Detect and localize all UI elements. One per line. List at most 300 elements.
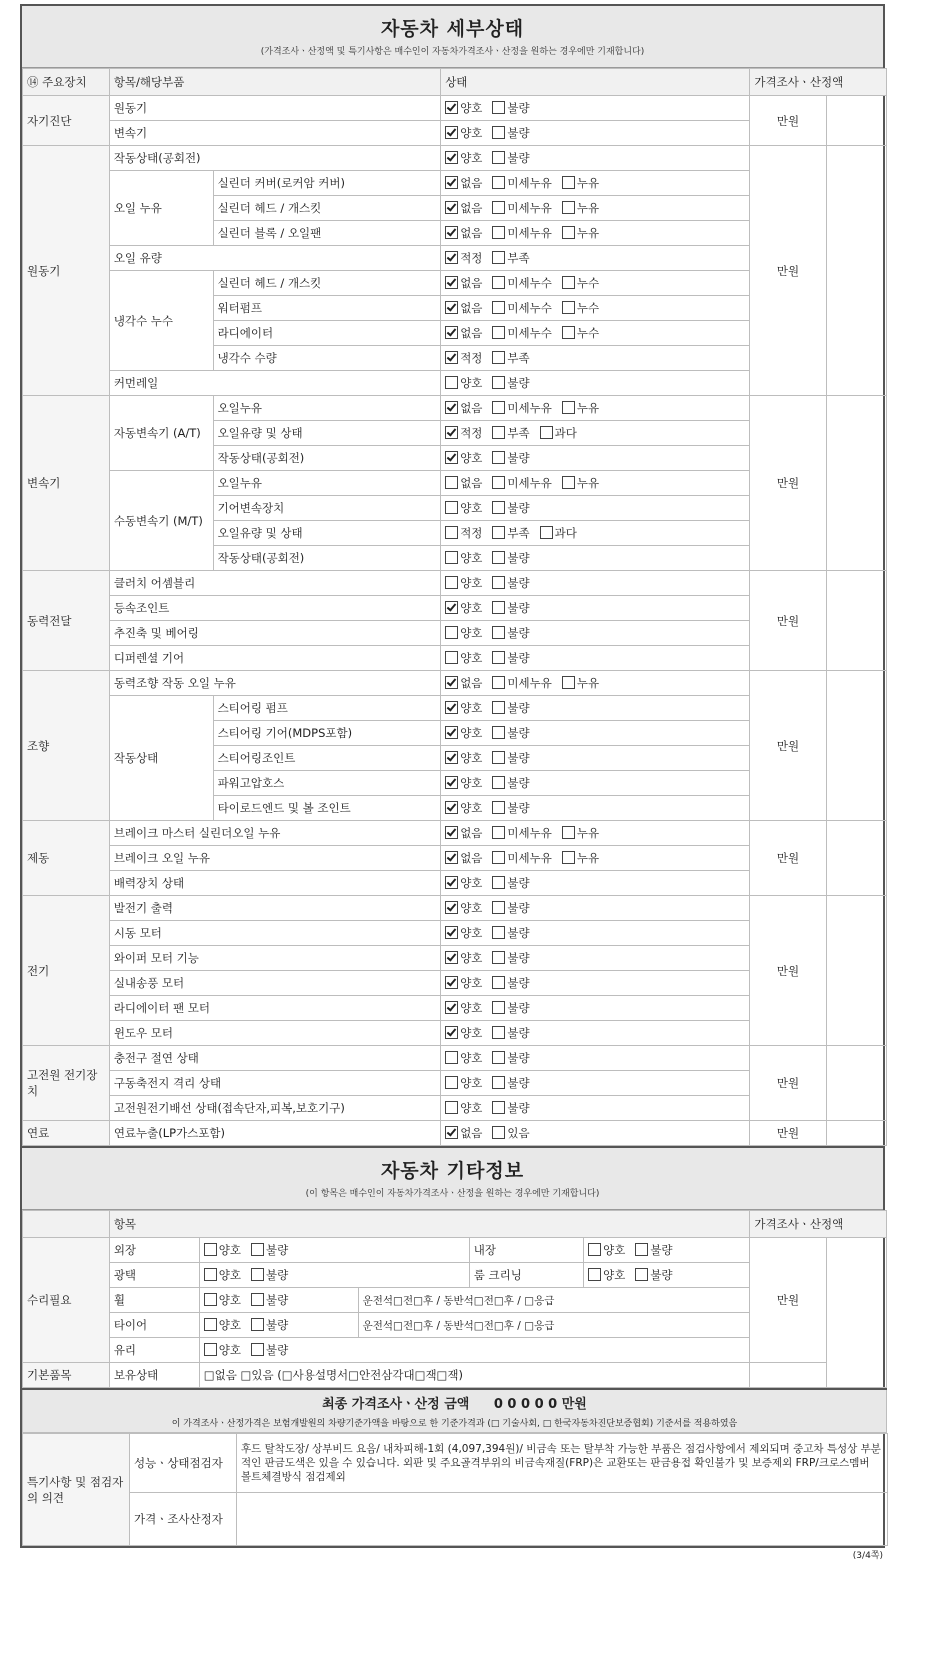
- final-price-note: 이 가격조사ㆍ산정가격은 보험개발원의 차량기준가액을 바탕으로 한 기준가격과 (□ 기술사회, □ 한국자동차진단보증협회) 기준서를 적용하였음: [171, 1419, 738, 1429]
- option-label: 양호: [460, 701, 483, 715]
- checkbox-icon[interactable]: [492, 201, 505, 214]
- option-label: 양호: [460, 976, 483, 990]
- status-option[interactable]: [445, 651, 482, 665]
- checkbox-icon[interactable]: [492, 276, 505, 289]
- status-option[interactable]: [492, 1026, 529, 1040]
- status-option[interactable]: [492, 951, 529, 965]
- checkbox-icon[interactable]: [445, 676, 458, 689]
- item-label: 실내송풍 모터: [109, 971, 440, 996]
- checkbox-icon[interactable]: [492, 726, 505, 739]
- checkbox-icon[interactable]: [445, 351, 458, 364]
- checkbox-icon[interactable]: [492, 601, 505, 614]
- checkbox-icon[interactable]: [204, 1293, 217, 1306]
- checkbox-icon[interactable]: [492, 576, 505, 589]
- status-option[interactable]: [445, 326, 482, 340]
- status-option[interactable]: [445, 951, 482, 965]
- checkbox-icon[interactable]: [445, 151, 458, 164]
- status-option[interactable]: [445, 451, 482, 465]
- price-input[interactable]: [826, 1238, 886, 1388]
- checkbox-icon[interactable]: [492, 951, 505, 964]
- checkbox-icon[interactable]: [204, 1243, 217, 1256]
- checkbox-icon[interactable]: [492, 776, 505, 789]
- status-cell: [441, 496, 750, 521]
- status-option[interactable]: [445, 276, 482, 290]
- status-option[interactable]: [492, 101, 529, 115]
- option-label: 양호: [460, 151, 483, 165]
- table-header-row: [23, 69, 887, 96]
- status-option[interactable]: [562, 226, 599, 240]
- checkbox-icon[interactable]: [445, 501, 458, 514]
- checkbox-icon[interactable]: [492, 476, 505, 489]
- checkbox-icon[interactable]: [492, 401, 505, 414]
- status-option[interactable]: [445, 926, 482, 940]
- price-input[interactable]: [826, 396, 886, 571]
- checkbox-icon[interactable]: [562, 326, 575, 339]
- checkbox-icon[interactable]: [492, 626, 505, 639]
- checkbox-icon[interactable]: [492, 551, 505, 564]
- checkbox-icon[interactable]: [492, 501, 505, 514]
- status-option[interactable]: [445, 751, 482, 765]
- status-option[interactable]: [492, 926, 529, 940]
- status-cell: [199, 1238, 469, 1263]
- status-option[interactable]: [562, 276, 599, 290]
- checkbox-icon[interactable]: [492, 1126, 505, 1139]
- option-label: 누유: [576, 176, 600, 190]
- checkbox-icon[interactable]: [445, 476, 458, 489]
- status-option[interactable]: [562, 826, 599, 840]
- checkbox-icon[interactable]: [562, 176, 575, 189]
- status-cell: [441, 471, 750, 496]
- option-label: 양호: [460, 951, 483, 965]
- checkbox-icon[interactable]: [445, 1076, 458, 1089]
- checkbox-icon[interactable]: [204, 1343, 217, 1356]
- checkbox-icon[interactable]: [562, 401, 575, 414]
- checkbox-icon[interactable]: [445, 326, 458, 339]
- checkbox-icon[interactable]: [445, 901, 458, 914]
- status-option[interactable]: [562, 401, 599, 415]
- status-option[interactable]: [540, 526, 577, 540]
- status-option[interactable]: [492, 976, 529, 990]
- item-label: 보유상태: [109, 1363, 199, 1388]
- inspector-opinion[interactable]: 후드 탈착도장/ 상부비드 요음/ 내차피해-1회 (4,097,394원)/ 비금속 또는 탈부착 가능한 부품은 점검사항에서 제외되며 중고차 특성상 부분적인 판금도색은 있을 수 있습니다. 외판 및 주요골격부위의 비금속재질(FRP)은 교환또는 판금용접 확인불가 및 보증제외 FRP/크로스멤버 볼트체결방식 점검제외: [237, 1434, 888, 1493]
- checkbox-icon[interactable]: [445, 451, 458, 464]
- status-option[interactable]: [492, 576, 529, 590]
- checkbox-icon[interactable]: [445, 1101, 458, 1114]
- checkbox-icon[interactable]: [492, 326, 505, 339]
- checkbox-icon[interactable]: [204, 1318, 217, 1331]
- status-option[interactable]: [635, 1268, 672, 1282]
- option-label: 적정: [460, 251, 483, 265]
- appraiser-opinion[interactable]: [237, 1493, 888, 1546]
- status-option[interactable]: [251, 1243, 288, 1257]
- checkbox-icon[interactable]: [445, 101, 458, 114]
- checkbox-icon[interactable]: [492, 151, 505, 164]
- checkbox-icon[interactable]: [445, 826, 458, 839]
- item-label: 동력조향 작동 오일 누유: [109, 671, 440, 696]
- checkbox-icon[interactable]: [562, 676, 575, 689]
- status-cell: [441, 271, 750, 296]
- status-option[interactable]: [445, 301, 482, 315]
- status-option[interactable]: [492, 251, 529, 265]
- checkbox-icon[interactable]: [562, 476, 575, 489]
- status-option[interactable]: [492, 276, 551, 290]
- checkbox-icon[interactable]: [445, 926, 458, 939]
- checkbox-icon[interactable]: [492, 676, 505, 689]
- option-label: 양호: [460, 576, 483, 590]
- price-input[interactable]: [826, 671, 886, 821]
- status-option[interactable]: [445, 151, 482, 165]
- checkbox-icon[interactable]: [492, 1076, 505, 1089]
- status-option[interactable]: [204, 1293, 241, 1307]
- checkbox-icon[interactable]: [445, 601, 458, 614]
- checkbox-icon[interactable]: [251, 1318, 264, 1331]
- option-label: 불량: [507, 701, 530, 715]
- status-option[interactable]: [251, 1268, 288, 1282]
- checkbox-icon[interactable]: [251, 1293, 264, 1306]
- option-label: 양호: [460, 776, 483, 790]
- status-option[interactable]: [588, 1268, 625, 1282]
- checkbox-icon[interactable]: [492, 176, 505, 189]
- checkbox-icon[interactable]: [492, 1001, 505, 1014]
- checkbox-icon[interactable]: [492, 526, 505, 539]
- checkbox-icon[interactable]: [562, 276, 575, 289]
- status-option[interactable]: [445, 176, 482, 190]
- status-option[interactable]: [492, 201, 551, 215]
- device-group: 제동: [23, 821, 110, 896]
- status-option[interactable]: [445, 676, 482, 690]
- status-option[interactable]: [445, 701, 482, 715]
- status-option[interactable]: [492, 1076, 529, 1090]
- status-option[interactable]: [492, 351, 529, 365]
- status-option[interactable]: [492, 701, 529, 715]
- status-option[interactable]: [492, 126, 529, 140]
- status-option[interactable]: [492, 826, 551, 840]
- status-option[interactable]: [445, 826, 482, 840]
- status-option[interactable]: [492, 1001, 529, 1015]
- status-option[interactable]: [445, 1101, 482, 1115]
- item-label: 연료누출(LP가스포함): [109, 1121, 440, 1146]
- status-option[interactable]: [492, 851, 551, 865]
- status-cell: [441, 371, 750, 396]
- checkbox-icon[interactable]: [562, 201, 575, 214]
- status-option[interactable]: [445, 776, 482, 790]
- status-cell: [441, 896, 750, 921]
- status-cell: [199, 1313, 358, 1338]
- option-label: 양호: [460, 1101, 483, 1115]
- checkbox-icon[interactable]: [445, 376, 458, 389]
- status-option[interactable]: [445, 426, 482, 440]
- status-option[interactable]: [562, 851, 599, 865]
- item-label: 실린더 헤드 / 개스킷: [213, 196, 441, 221]
- option-label: 미세누유: [507, 226, 552, 240]
- checkbox-icon[interactable]: [445, 201, 458, 214]
- status-option[interactable]: [492, 501, 529, 515]
- device-group: 전기: [23, 896, 110, 1046]
- item-label: 휠: [109, 1288, 199, 1313]
- status-option[interactable]: [445, 376, 482, 390]
- basic-options[interactable]: □없음 □있음 (□사용설명서□안전삼각대□잭□잭): [199, 1363, 750, 1388]
- status-option[interactable]: [445, 601, 482, 615]
- status-option[interactable]: [445, 626, 482, 640]
- status-cell: [441, 596, 750, 621]
- option-label: 불량: [507, 101, 530, 115]
- status-option[interactable]: [445, 251, 482, 265]
- checkbox-icon[interactable]: [562, 851, 575, 864]
- section-subtitle-2: (이 항목은 매수인이 자동차가격조사ㆍ산정을 원하는 경우에만 기재합니다): [305, 1189, 600, 1199]
- option-label: 양호: [460, 376, 483, 390]
- checkbox-icon[interactable]: [492, 851, 505, 864]
- checkbox-icon[interactable]: [445, 876, 458, 889]
- status-option[interactable]: [492, 676, 551, 690]
- status-option[interactable]: [445, 501, 482, 515]
- option-label: 불량: [507, 901, 530, 915]
- checkbox-icon[interactable]: [492, 376, 505, 389]
- status-option[interactable]: [492, 626, 529, 640]
- checkbox-icon[interactable]: [492, 226, 505, 239]
- checkbox-icon[interactable]: [204, 1268, 217, 1281]
- price-input[interactable]: [826, 571, 886, 671]
- checkbox-icon[interactable]: [445, 851, 458, 864]
- checkbox-icon[interactable]: [445, 626, 458, 639]
- checkbox-icon[interactable]: [492, 901, 505, 914]
- status-option[interactable]: [492, 401, 551, 415]
- status-option[interactable]: [445, 101, 482, 115]
- status-option[interactable]: [445, 551, 482, 565]
- checkbox-icon[interactable]: [445, 1026, 458, 1039]
- checkbox-icon[interactable]: [251, 1243, 264, 1256]
- checkbox-icon[interactable]: [445, 701, 458, 714]
- final-price-unit: 만원: [561, 1397, 587, 1412]
- checkbox-icon[interactable]: [492, 1051, 505, 1064]
- status-cell: [441, 121, 750, 146]
- status-option[interactable]: [492, 451, 529, 465]
- final-price-title: 최종 가격조사ㆍ산정 금액: [322, 1397, 470, 1412]
- status-option[interactable]: [445, 901, 482, 915]
- status-option[interactable]: [562, 326, 599, 340]
- checkbox-icon[interactable]: [445, 526, 458, 539]
- status-option[interactable]: [562, 301, 599, 315]
- status-option[interactable]: [492, 776, 529, 790]
- repair-group: 수리필요: [23, 1238, 110, 1363]
- checkbox-icon[interactable]: [492, 351, 505, 364]
- checkbox-icon[interactable]: [492, 876, 505, 889]
- option-label: 불량: [507, 726, 530, 740]
- checkbox-icon[interactable]: [445, 976, 458, 989]
- status-option[interactable]: [492, 426, 529, 440]
- option-label: 불량: [507, 926, 530, 940]
- option-label: 불량: [507, 626, 530, 640]
- checkbox-icon[interactable]: [445, 1126, 458, 1139]
- status-option[interactable]: [204, 1243, 241, 1257]
- status-option[interactable]: [562, 676, 599, 690]
- checkbox-icon[interactable]: [445, 651, 458, 664]
- status-option[interactable]: [492, 326, 551, 340]
- position-options[interactable]: 운전석□전□후 / 동반석□전□후 / □응급: [358, 1288, 750, 1313]
- checkbox-icon[interactable]: [445, 401, 458, 414]
- section-title-2: 자동차 기타정보: [380, 1160, 525, 1182]
- status-option[interactable]: [492, 526, 529, 540]
- status-option[interactable]: [492, 1126, 529, 1140]
- status-option[interactable]: [204, 1318, 241, 1332]
- status-option[interactable]: [204, 1343, 241, 1357]
- status-option[interactable]: [635, 1243, 672, 1257]
- status-option[interactable]: [445, 1051, 482, 1065]
- option-label: 양호: [460, 801, 483, 815]
- checkbox-icon[interactable]: [492, 301, 505, 314]
- status-option[interactable]: [492, 476, 551, 490]
- status-option[interactable]: [492, 551, 529, 565]
- checkbox-icon[interactable]: [445, 801, 458, 814]
- checkbox-icon[interactable]: [492, 801, 505, 814]
- checkbox-icon[interactable]: [445, 551, 458, 564]
- sub-group: 수동변속기 (M/T): [109, 471, 213, 571]
- checkbox-icon[interactable]: [562, 226, 575, 239]
- checkbox-icon[interactable]: [540, 426, 553, 439]
- status-option[interactable]: [492, 301, 551, 315]
- checkbox-icon[interactable]: [492, 126, 505, 139]
- status-option[interactable]: [562, 201, 599, 215]
- status-option[interactable]: [492, 226, 551, 240]
- status-option[interactable]: [445, 201, 482, 215]
- checkbox-icon[interactable]: [492, 451, 505, 464]
- status-option[interactable]: [251, 1343, 288, 1357]
- status-option[interactable]: [445, 1026, 482, 1040]
- price-input[interactable]: [826, 821, 886, 896]
- checkbox-icon[interactable]: [492, 426, 505, 439]
- option-label: 양호: [460, 901, 483, 915]
- status-option[interactable]: [445, 976, 482, 990]
- checkbox-icon[interactable]: [635, 1268, 648, 1281]
- checkbox-icon[interactable]: [492, 1026, 505, 1039]
- checkbox-icon[interactable]: [445, 226, 458, 239]
- status-option[interactable]: [445, 476, 482, 490]
- table-row: [23, 1121, 887, 1146]
- checkbox-icon[interactable]: [445, 576, 458, 589]
- checkbox-icon[interactable]: [445, 951, 458, 964]
- status-option[interactable]: [540, 426, 577, 440]
- checkbox-icon[interactable]: [492, 251, 505, 264]
- checkbox-icon[interactable]: [445, 176, 458, 189]
- checkbox-icon[interactable]: [445, 276, 458, 289]
- price-input[interactable]: [826, 146, 886, 396]
- checkbox-icon[interactable]: [445, 776, 458, 789]
- price-input[interactable]: [826, 96, 886, 146]
- status-option[interactable]: [492, 876, 529, 890]
- status-cell: [441, 1021, 750, 1046]
- status-option[interactable]: [445, 226, 482, 240]
- checkbox-icon[interactable]: [492, 976, 505, 989]
- status-option[interactable]: [492, 176, 551, 190]
- status-option[interactable]: [251, 1318, 288, 1332]
- status-cell: [441, 321, 750, 346]
- checkbox-icon[interactable]: [445, 1051, 458, 1064]
- final-price-digits[interactable]: 0 0 0 0 0: [493, 1397, 558, 1412]
- status-cell: [441, 346, 750, 371]
- status-cell: [441, 146, 750, 171]
- checkbox-icon[interactable]: [492, 701, 505, 714]
- checkbox-icon[interactable]: [562, 826, 575, 839]
- checkbox-icon[interactable]: [492, 1101, 505, 1114]
- status-option[interactable]: [445, 126, 482, 140]
- option-label: 불량: [507, 126, 530, 140]
- checkbox-icon[interactable]: [445, 751, 458, 764]
- table-row: [23, 671, 887, 696]
- status-option[interactable]: [492, 151, 529, 165]
- checkbox-icon[interactable]: [492, 826, 505, 839]
- checkbox-icon[interactable]: [251, 1343, 264, 1356]
- item-label: 브레이크 오일 누유: [109, 846, 440, 871]
- checkbox-icon[interactable]: [588, 1268, 601, 1281]
- status-option[interactable]: [251, 1293, 288, 1307]
- status-option[interactable]: [588, 1243, 625, 1257]
- status-option[interactable]: [445, 1126, 482, 1140]
- status-option[interactable]: [492, 1101, 529, 1115]
- price-unit: 만원: [750, 396, 826, 571]
- status-option[interactable]: [492, 1051, 529, 1065]
- status-cell: [441, 971, 750, 996]
- checkbox-icon[interactable]: [445, 426, 458, 439]
- status-option[interactable]: [492, 726, 529, 740]
- status-option[interactable]: [204, 1268, 241, 1282]
- status-option[interactable]: [445, 801, 482, 815]
- price-unit: 만원: [750, 671, 826, 821]
- status-option[interactable]: [492, 651, 529, 665]
- checkbox-icon[interactable]: [445, 251, 458, 264]
- status-option[interactable]: [445, 526, 482, 540]
- price-unit: 만원: [750, 146, 826, 396]
- item-label: 윈도우 모터: [109, 1021, 440, 1046]
- status-option[interactable]: [445, 576, 482, 590]
- status-option[interactable]: [492, 801, 529, 815]
- status-option[interactable]: [492, 901, 529, 915]
- option-label: 불량: [507, 751, 530, 765]
- checkbox-icon[interactable]: [492, 926, 505, 939]
- status-option[interactable]: [492, 601, 529, 615]
- checkbox-icon[interactable]: [540, 526, 553, 539]
- status-option[interactable]: [445, 1076, 482, 1090]
- status-option[interactable]: [445, 876, 482, 890]
- status-cell: [441, 171, 750, 196]
- checkbox-icon[interactable]: [251, 1268, 264, 1281]
- checkbox-icon[interactable]: [445, 726, 458, 739]
- position-options[interactable]: 운전석□전□후 / 동반석□전□후 / □응급: [358, 1313, 750, 1338]
- checkbox-icon[interactable]: [492, 651, 505, 664]
- status-option[interactable]: [445, 726, 482, 740]
- status-option[interactable]: [445, 851, 482, 865]
- checkbox-icon[interactable]: [635, 1243, 648, 1256]
- status-option[interactable]: [492, 376, 529, 390]
- checkbox-icon[interactable]: [445, 126, 458, 139]
- price-input[interactable]: [826, 1121, 886, 1146]
- status-option[interactable]: [445, 401, 482, 415]
- option-label: 양호: [460, 751, 483, 765]
- checkbox-icon[interactable]: [562, 301, 575, 314]
- checkbox-icon[interactable]: [492, 751, 505, 764]
- checkbox-icon[interactable]: [492, 101, 505, 114]
- price-input[interactable]: [826, 896, 886, 1046]
- status-option[interactable]: [445, 1001, 482, 1015]
- option-label: 양호: [460, 726, 483, 740]
- price-input[interactable]: [826, 1046, 886, 1121]
- checkbox-icon[interactable]: [445, 301, 458, 314]
- checkbox-icon[interactable]: [588, 1243, 601, 1256]
- status-option[interactable]: [445, 351, 482, 365]
- status-option[interactable]: [562, 176, 599, 190]
- detail-status-frame: [20, 4, 885, 1548]
- checkbox-icon[interactable]: [445, 1001, 458, 1014]
- status-option[interactable]: [492, 751, 529, 765]
- status-option[interactable]: [562, 476, 599, 490]
